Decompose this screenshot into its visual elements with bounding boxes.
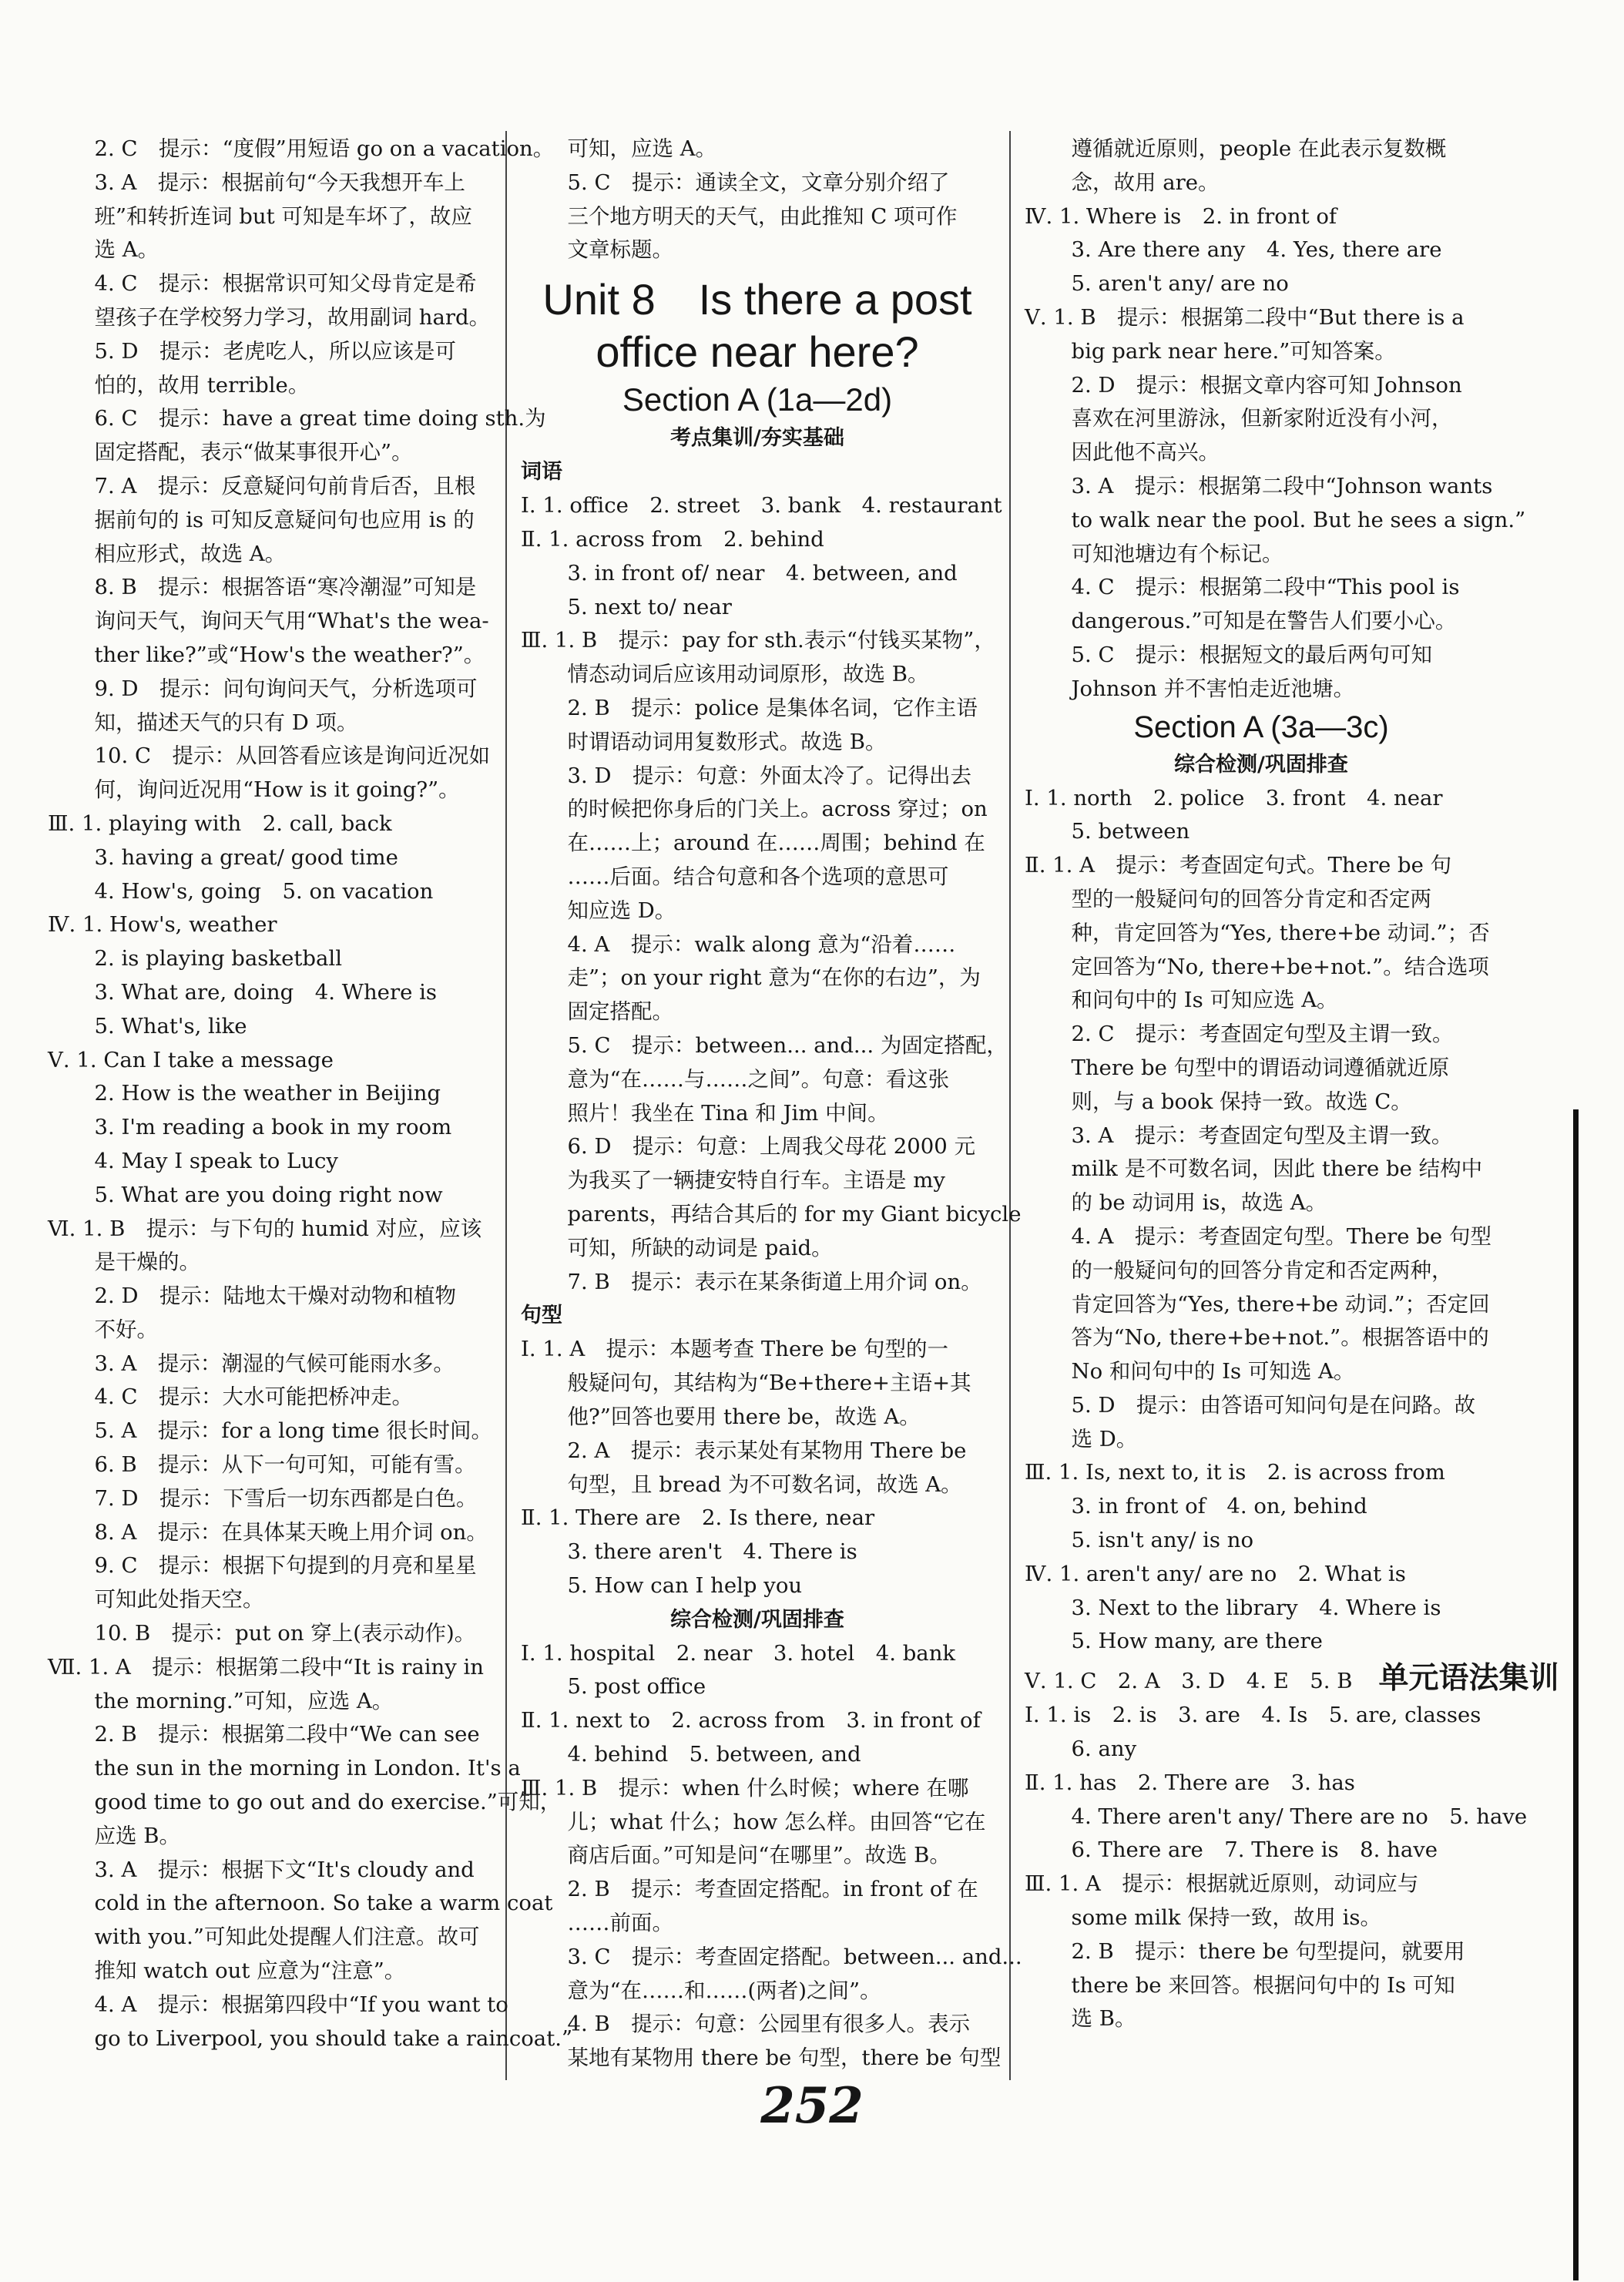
text-line: 3. A 提示：根据前句“今天我想开车上 xyxy=(94,169,465,195)
text-line: Ⅱ. 1. across from 2. behind xyxy=(521,526,824,552)
text-line: 望孩子在学校努力学习，故用副词 hard。 xyxy=(94,304,491,330)
text-line: 他?”回答也要用 there be，故选 A。 xyxy=(567,1404,921,1429)
category-juxing: 句型 xyxy=(521,1304,562,1328)
text-line: 可知，所缺的动词是 paid。 xyxy=(567,1235,833,1260)
text-line: 4. C 提示：根据常识可知父母肯定是希 xyxy=(94,271,477,297)
text-line: 7. D 提示：下雪后一切东西都是白色。 xyxy=(94,1485,478,1511)
text-line: the morning.”可知，应选 A。 xyxy=(94,1688,394,1713)
text-line: No 和问句中的 Is 可知选 A。 xyxy=(1071,1359,1355,1384)
text-line: cold in the afternoon. So take a warm coat xyxy=(94,1891,553,1916)
text-line: 10. B 提示：put on 穿上(表示动作)。 xyxy=(94,1621,476,1646)
text-line: 选 B。 xyxy=(1071,2006,1136,2032)
text-line: 3. Are there any 4. Yes, there are xyxy=(1071,237,1442,263)
text-line: 4. C 提示：大水可能把桥冲走。 xyxy=(94,1384,414,1410)
text-line: Ⅲ. 1. A 提示：根据就近原则，动词应与 xyxy=(1025,1871,1419,1897)
text-line: 3. What are, doing 4. Where is xyxy=(94,979,438,1005)
text-line: the sun in the morning in London. It's a xyxy=(94,1756,521,1781)
text-line: 相应形式，故选 A。 xyxy=(94,541,287,566)
text-line: 7. B 提示：表示在某条街道上用介词 on。 xyxy=(567,1269,982,1294)
text-line: 4. B 提示：句意：公园里有很多人。表示 xyxy=(567,2012,971,2037)
text-block xyxy=(521,133,994,267)
text-line: 和问句中的 Is 可知应选 A。 xyxy=(1071,988,1338,1013)
text-line: parents，再结合其后的 for my Giant bicycle xyxy=(567,1201,1022,1227)
text-line: Ⅲ. 1. B 提示：pay for sth.表示“付钱买某物”， xyxy=(521,628,995,653)
text-line: 可知，应选 A。 xyxy=(567,136,717,161)
text-line: 儿；what 什么；how 怎么样。由回答“它在 xyxy=(567,1809,986,1834)
text-block xyxy=(521,1333,994,1602)
text-line: 7. A 提示：反意疑问句前肯后否，且根 xyxy=(94,473,476,498)
text-line: 据前句的 is 可知反意疑问句也应用 is 的 xyxy=(94,507,475,532)
text-line: 选 D。 xyxy=(1071,1426,1138,1451)
category-ciyu: 词语 xyxy=(521,460,562,485)
text-line: Ⅰ. 1. A 提示：本题考查 There be 句型的一 xyxy=(521,1337,949,1362)
text-line: 6. any xyxy=(1071,1737,1137,1762)
text-line: 般疑问句，其结构为“Be+there+主语+其 xyxy=(567,1371,971,1396)
text-line: 肯定回答为“Yes, there+be 动词.”；否定回 xyxy=(1071,1291,1490,1317)
text-line: big park near here.”可知答案。 xyxy=(1071,338,1396,364)
answer-column-3 xyxy=(1025,133,1559,2036)
text-line: some milk 保持一致，故用 is。 xyxy=(1071,1905,1381,1931)
text-line: 班”和转折连词 but 可知是车坏了，故应 xyxy=(94,203,472,229)
text-line: 则，与 a book 保持一致。故选 C。 xyxy=(1071,1089,1412,1114)
text-line: Ⅱ. 1. next to 2. across from 3. in front of xyxy=(521,1708,981,1733)
text-line: 4. May I speak to Lucy xyxy=(94,1148,338,1173)
text-line: 5. D 提示：老虎吃人，所以应该是可 xyxy=(94,338,457,364)
text-line: 2. C 提示：考查固定句型及主谓一致。 xyxy=(1071,1022,1454,1047)
text-line: 遵循就近原则，people 在此表示复数概 xyxy=(1071,136,1447,161)
text-line: 情态动词后应该用动词原形，故选 B。 xyxy=(567,662,929,687)
text-line: Ⅳ. 1. How's, weather xyxy=(48,912,277,938)
text-block xyxy=(521,1637,1022,2076)
text-line: ……前面。 xyxy=(567,1911,673,1936)
text-line: 5. C 提示：根据短文的最后两句可知 xyxy=(1071,642,1433,667)
text-line: go to Liverpool, you should take a raincoat.” xyxy=(94,2025,573,2051)
text-line: 6. B 提示：从下一句可知，可能有雪。 xyxy=(94,1452,476,1478)
text-line: Ⅲ. 1. B 提示：when 什么时候；where 在哪 xyxy=(521,1775,969,1800)
text-line: 4. A 提示：考查固定句型。There be 句型 xyxy=(1071,1223,1491,1249)
text-line: 是干燥的。 xyxy=(94,1250,200,1275)
text-line: 何，询问近况用“How is it going?”。 xyxy=(94,777,460,803)
text-line: 喜欢在河里游泳，但新家附近没有小河， xyxy=(1071,406,1453,431)
text-line: Ⅵ. 1. B 提示：与下句的 humid 对应，应该 xyxy=(48,1216,482,1241)
text-line: 意为“在……和……(两者)之间”。 xyxy=(567,1978,881,2003)
text-line: 选 A。 xyxy=(94,237,159,263)
text-line: 5. isn't any/ is no xyxy=(1071,1528,1254,1553)
subheading-kaodian: 考点集训/夯实基础 xyxy=(670,426,844,451)
text-line: Ⅴ. 1. B 提示：根据第二段中“But there is a xyxy=(1025,304,1465,330)
text-line: 3. A 提示：根据下文“It's cloudy and xyxy=(94,1857,475,1882)
text-line: 5. post office xyxy=(567,1674,706,1700)
text-line: 5. How can I help you xyxy=(567,1572,803,1598)
text-line: 5. A 提示：for a long time 很长时间。 xyxy=(94,1418,492,1444)
text-line: 在……上；around 在……周围；behind 在 xyxy=(567,831,985,856)
text-line: 8. B 提示：根据答语“寒冷潮湿”可知是 xyxy=(94,575,477,600)
text-line: 3. A 提示：考查固定句型及主谓一致。 xyxy=(1071,1123,1453,1148)
text-line: Ⅶ. 1. A 提示：根据第二段中“It is rainy in xyxy=(48,1654,485,1680)
text-line: 固定搭配。 xyxy=(567,999,673,1025)
text-line: 知，描述天气的只有 D 项。 xyxy=(94,710,358,735)
section-heading-1a-2d: Section A (1a—2d) xyxy=(622,381,893,418)
text-line: there be 来回答。根据问句中的 Is 可知 xyxy=(1071,1972,1455,1998)
text-line: 5. between xyxy=(1071,819,1190,844)
text-block xyxy=(1025,1699,1528,2036)
text-line: Ⅱ. 1. A 提示：考查固定句式。There be 句 xyxy=(1025,853,1452,878)
text-line: 8. A 提示：在具体某天晚上用介词 on。 xyxy=(94,1519,488,1545)
text-line: 3. A 提示：潮湿的气候可能雨水多。 xyxy=(94,1351,455,1376)
text-line: 4. A 提示：walk along 意为“沿着…… xyxy=(567,931,956,957)
text-line: Ⅰ. 1. office 2. street 3. bank 4. restaurant xyxy=(521,493,1002,518)
text-line: Ⅰ. 1. hospital 2. near 3. hotel 4. bank xyxy=(521,1640,956,1666)
text-line: 5. D 提示：由答语可知问句是在问路。故 xyxy=(1071,1392,1476,1418)
text-line: 商店后面。”可知是问“在哪里”。故选 B。 xyxy=(567,1843,951,1868)
text-line: 6. D 提示：句意：上周我父母花 2000 元 xyxy=(567,1134,975,1159)
subheading-zonghe-2: 综合检测/巩固排查 xyxy=(1174,752,1348,777)
text-line: 可知此处指天空。 xyxy=(94,1587,264,1613)
grammar-title: 单元语法集训 xyxy=(1378,1661,1559,1696)
text-line: 推知 watch out 应意为“注意”。 xyxy=(94,1958,406,1984)
text-line: 5. How many, are there xyxy=(1071,1629,1323,1654)
text-line: 时谓语动词用复数形式。故选 B。 xyxy=(567,729,887,754)
text-line: to walk near the pool. But he sees a sign.” xyxy=(1071,507,1526,532)
text-line: 2. A 提示：表示某处有某物用 There be xyxy=(567,1438,967,1463)
column-divider-2 xyxy=(1009,131,1011,2080)
text-line: 2. B 提示：there be 句型提问，就要用 xyxy=(1071,1938,1465,1964)
text-line: 的时候把你身后的门关上。across 穿过；on xyxy=(567,797,988,822)
text-line: There be 句型中的谓语动词遵循就近原 xyxy=(1071,1055,1450,1080)
text-line: 2. B 提示：police 是集体名词，它作主语 xyxy=(567,695,978,720)
text-line: milk 是不可数名词，因此 there be 结构中 xyxy=(1071,1156,1483,1182)
text-line: Ⅲ. 1. Is, next to, it is 2. is across from xyxy=(1025,1460,1445,1485)
text-line: Johnson 并不害怕走近池塘。 xyxy=(1071,676,1355,701)
text-line: 文章标题。 xyxy=(567,237,673,263)
text-line: Ⅳ. 1. Where is 2. in front of xyxy=(1025,203,1337,229)
text-line: 6. There are 7. There is 8. have xyxy=(1071,1837,1438,1863)
text-line: 5. What's, like xyxy=(94,1013,247,1039)
text-line: 念，故用 are。 xyxy=(1071,169,1220,195)
text-line: with you.”可知此处提醒人们注意。故可 xyxy=(94,1925,480,1950)
text-line: 2. B 提示：考查固定搭配。in front of 在 xyxy=(567,1877,978,1902)
text-line: 3. C 提示：考查固定搭配。between... and... xyxy=(567,1944,1022,1969)
text-line: dangerous.”可知是在警告人们要小心。 xyxy=(1071,609,1457,634)
text-line: 3. in front of/ near 4. between, and xyxy=(567,560,958,586)
text-line: 照片！我坐在 Tina 和 Jim 中间。 xyxy=(567,1100,889,1126)
text-line: 5. aren't any/ are no xyxy=(1071,271,1289,297)
text-line: 答为“No, there+be+not.”。根据答语中的 xyxy=(1071,1325,1489,1351)
part-v-and-grammar-row xyxy=(1025,1659,1559,1699)
text-line: 2. C 提示：“度假”用短语 go on a vacation。 xyxy=(94,136,555,161)
text-line: 种，肯定回答为“Yes, there+be 动词.”；否 xyxy=(1071,920,1490,945)
text-line: 3. A 提示：根据第二段中“Johnson wants xyxy=(1071,473,1493,498)
text-line: 3. there aren't 4. There is xyxy=(567,1539,857,1565)
text-line: 2. D 提示：陆地太干燥对动物和植物 xyxy=(94,1284,457,1309)
text-line: 4. behind 5. between, and xyxy=(567,1742,861,1767)
section-heading-3a-3c: Section A (3a—3c) xyxy=(1133,710,1389,744)
text-line: ther like?”或“How's the weather?”。 xyxy=(94,642,485,667)
text-line: 为我买了一辆捷安特自行车。主语是 my xyxy=(567,1168,945,1193)
text-line: 6. C 提示：have a great time doing sth.为 xyxy=(94,406,546,431)
text-line: 询问天气，询问天气用“What's the wea- xyxy=(94,609,489,634)
text-line: 3. D 提示：句意：外面太冷了。记得出去 xyxy=(567,763,972,788)
text-line: 型的一般疑问句的回答分肯定和否定两 xyxy=(1071,886,1431,911)
text-line: 5. What are you doing right now xyxy=(94,1182,443,1207)
part-v-answers: Ⅴ. 1. C 2. A 3. D 4. E 5. B xyxy=(1025,1669,1353,1694)
text-line: 某地有某物用 there be 句型，there be 句型 xyxy=(567,2045,1002,2071)
text-line: Ⅱ. 1. There are 2. Is there, near xyxy=(521,1505,875,1531)
text-block xyxy=(1025,133,1526,706)
text-line: 2. D 提示：根据文章内容可知 Johnson xyxy=(1071,372,1462,398)
text-block xyxy=(1025,782,1498,1659)
text-line: 应选 B。 xyxy=(94,1823,180,1848)
text-line: 5. C 提示：between... and... 为固定搭配， xyxy=(567,1032,1008,1058)
text-line: 5. C 提示：通读全文，文章分别介绍了 xyxy=(567,169,950,195)
text-line: 意为“在……与……之间”。句意：看这张 xyxy=(567,1066,950,1092)
text-line: 定回答为“No, there+be+not.”。结合选项 xyxy=(1071,954,1489,979)
text-line: 的一般疑问句的回答分肯定和否定两种， xyxy=(1071,1257,1453,1283)
text-line: 2. B 提示：根据第二段中“We can see xyxy=(94,1722,480,1747)
text-line: 3. I'm reading a book in my room xyxy=(94,1115,452,1140)
text-line: Ⅱ. 1. has 2. There are 3. has xyxy=(1025,1770,1355,1795)
text-line: 三个地方明天的天气，由此推知 C 项可作 xyxy=(567,203,958,229)
text-line: 知应选 D。 xyxy=(567,898,676,923)
text-line: 走”；on your right 意为“在你的右边”，为 xyxy=(567,965,981,991)
text-line: 9. D 提示：问句询问天气，分析选项可 xyxy=(94,676,478,701)
text-line: ……后面。结合句意和各个选项的意思可 xyxy=(567,864,949,889)
subheading-zonghe-1: 综合检测/巩固排查 xyxy=(670,1607,844,1632)
text-line: 4. A 提示：根据第四段中“If you want to xyxy=(94,1992,508,2017)
text-line: Ⅲ. 1. playing with 2. call, back xyxy=(48,810,392,836)
text-line: 4. There aren't any/ There are no 5. have xyxy=(1071,1804,1528,1829)
text-line: 4. How's, going 5. on vacation xyxy=(94,878,434,904)
text-line: 3. Next to the library 4. Where is xyxy=(1071,1595,1441,1620)
answer-column-2 xyxy=(521,133,1022,2076)
text-line: 2. is playing basketball xyxy=(94,946,343,972)
text-line: 10. C 提示：从回答看应该是询问近况如 xyxy=(94,743,491,769)
unit-title-line-2: office near here? xyxy=(596,327,919,377)
text-line: good time to go out and do exercise.”可知， xyxy=(94,1790,562,1815)
text-line: 不好。 xyxy=(94,1317,158,1342)
text-line: 的 be 动词用 is，故选 A。 xyxy=(1071,1190,1327,1216)
text-line: 3. in front of 4. on, behind xyxy=(1071,1494,1367,1519)
text-line: 可知池塘边有个标记。 xyxy=(1071,541,1283,566)
text-line: 2. How is the weather in Beijing xyxy=(94,1081,441,1106)
text-line: 句型，且 bread 为不可数名词，故选 A。 xyxy=(567,1472,962,1497)
text-line: 9. C 提示：根据下句提到的月亮和星星 xyxy=(94,1553,477,1579)
unit-title-line-1: Unit 8 Is there a post xyxy=(542,275,972,324)
text-line: 4. C 提示：根据第二段中“This pool is xyxy=(1071,575,1460,600)
text-line: Ⅰ. 1. is 2. is 3. are 4. Is 5. are, classes xyxy=(1025,1703,1481,1728)
text-line: 3. having a great/ good time xyxy=(94,844,398,870)
text-block xyxy=(521,489,1022,1299)
text-line: Ⅳ. 1. aren't any/ are no 2. What is xyxy=(1025,1561,1406,1586)
text-line: 怕的，故用 terrible。 xyxy=(94,372,310,398)
text-line: 5. next to/ near xyxy=(567,594,732,619)
text-line: Ⅰ. 1. north 2. police 3. front 4. near xyxy=(1025,785,1443,810)
page-number: 252 xyxy=(760,2077,864,2135)
text-line: 因此他不高兴。 xyxy=(1071,440,1220,465)
text-line: 固定搭配，表示“做某事很开心”。 xyxy=(94,440,413,465)
text-line: Ⅴ. 1. Can I take a message xyxy=(48,1047,334,1072)
